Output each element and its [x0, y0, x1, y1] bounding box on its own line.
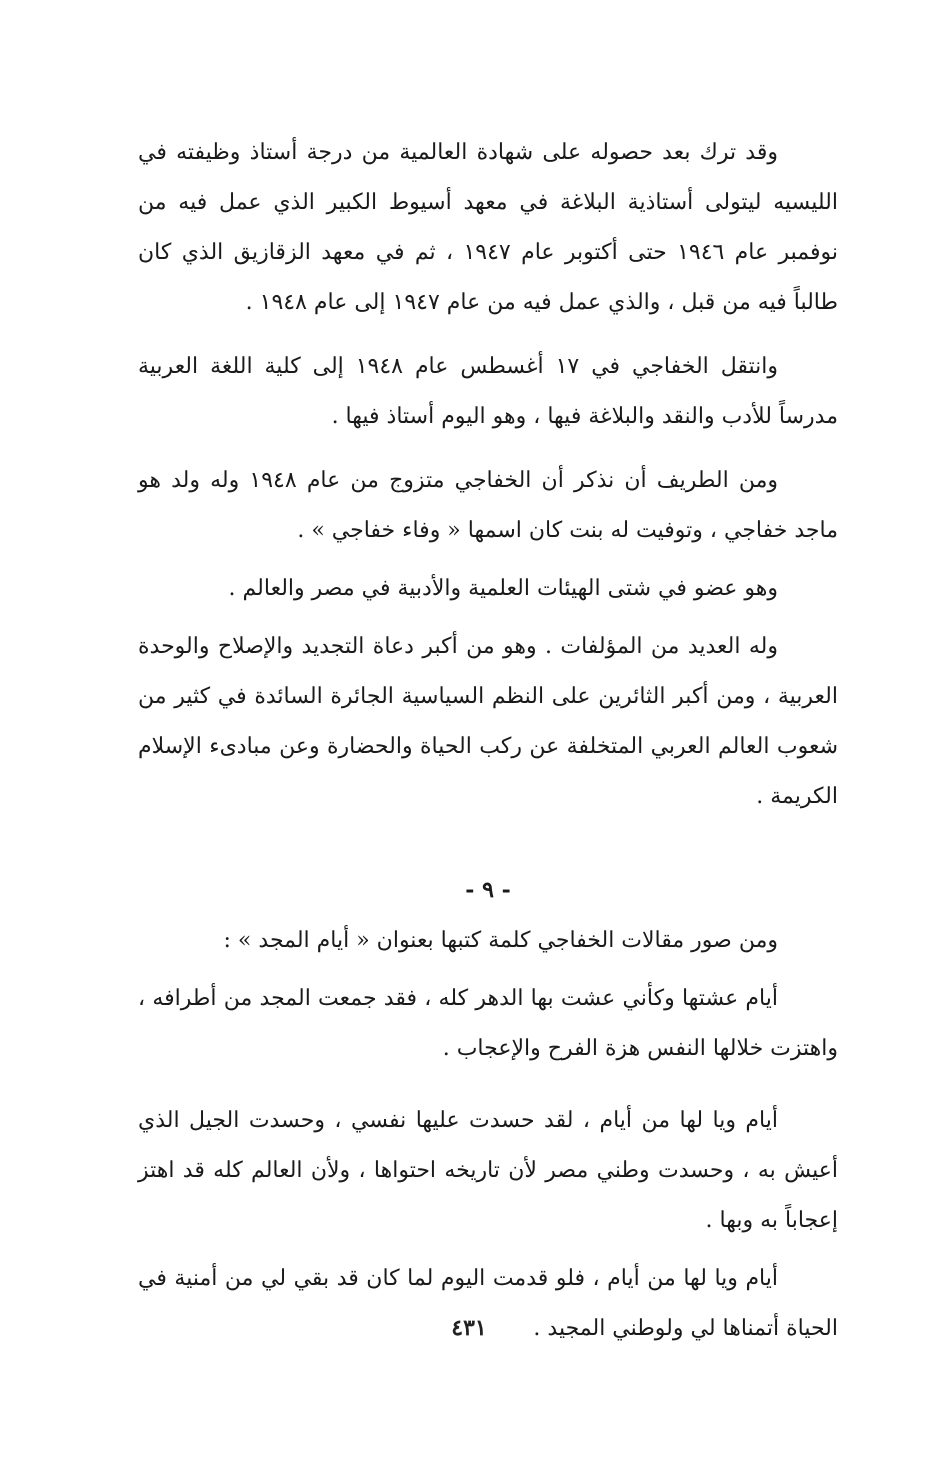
paragraph-article-intro: ومن صور مقالات الخفاجي كلمة كتبها بعنوان « أيام المجد » : — [223, 928, 778, 953]
paragraph-career: وقد ترك بعد حصوله على شهادة العالمية من درجة أستاذ وظيفته في الليسيه ليتولى أستاذية البلاغة في معهد أسيوط الكبير الذي عمل فيه من نوفمبر عام ١٩٤٦ حتى أكتوبر عام ١٩٤٧ ، ثم في معهد الزقازيق الذي كان طالباً فيه من قبل ، والذي عمل فيه من عام ١٩٤٧ إلى عام ١٩٤٨ . — [138, 140, 838, 315]
paragraph-article-1: أيام عشتها وكأني عشت بها الدهر كله ، فقد جمعت المجد من أطرافه ، واهتزت خلالها النفس هزة الفرح والإعجاب . — [138, 986, 838, 1061]
paragraph-membership: وهو عضو في شتى الهيئات العلمية والأدبية في مصر والعالم . — [228, 576, 778, 601]
paragraph-works: وله العديد من المؤلفات . وهو من أكبر دعاة التجديد والإصلاح والوحدة العربية ، ومن أكبر الثائرين على النظم السياسية الجائرة السائدة في كثير من شعوب العالم العربي المتخلفة عن ركب الحياة والحضارة وعن مبادىء الإسلام الكريمة . — [138, 634, 838, 809]
paragraph-family: ومن الطريف أن نذكر أن الخفاجي متزوج من عام ١٩٤٨ وله ولد هو ماجد خفاجي ، وتوفيت له بنت كان اسمها « وفاء خفاجي » . — [138, 468, 838, 543]
page-body — [138, 128, 838, 1354]
page-number: ٤٣١ — [451, 1315, 487, 1341]
paragraph-transfer: وانتقل الخفاجي في ١٧ أغسطس عام ١٩٤٨ إلى كلية اللغة العربية مدرساً للأدب والنقد والبلاغة فيها ، وهو اليوم أستاذ فيها . — [138, 354, 838, 429]
section-number: - ٩ - — [465, 877, 511, 903]
paragraph-article-2: أيام ويا لها من أيام ، لقد حسدت عليها نفسي ، وحسدت الجيل الذي أعيش به ، وحسدت وطني مصر لأن تاريخه احتواها ، ولأن العالم كله قد اهتز إعجاباً به وبها . — [138, 1108, 838, 1233]
paragraph-article-3: أيام ويا لها من أيام ، فلو قدمت اليوم لما كان قد بقي لي من أمنية في الحياة أتمناها لي ولوطني المجيد . — [138, 1266, 838, 1341]
